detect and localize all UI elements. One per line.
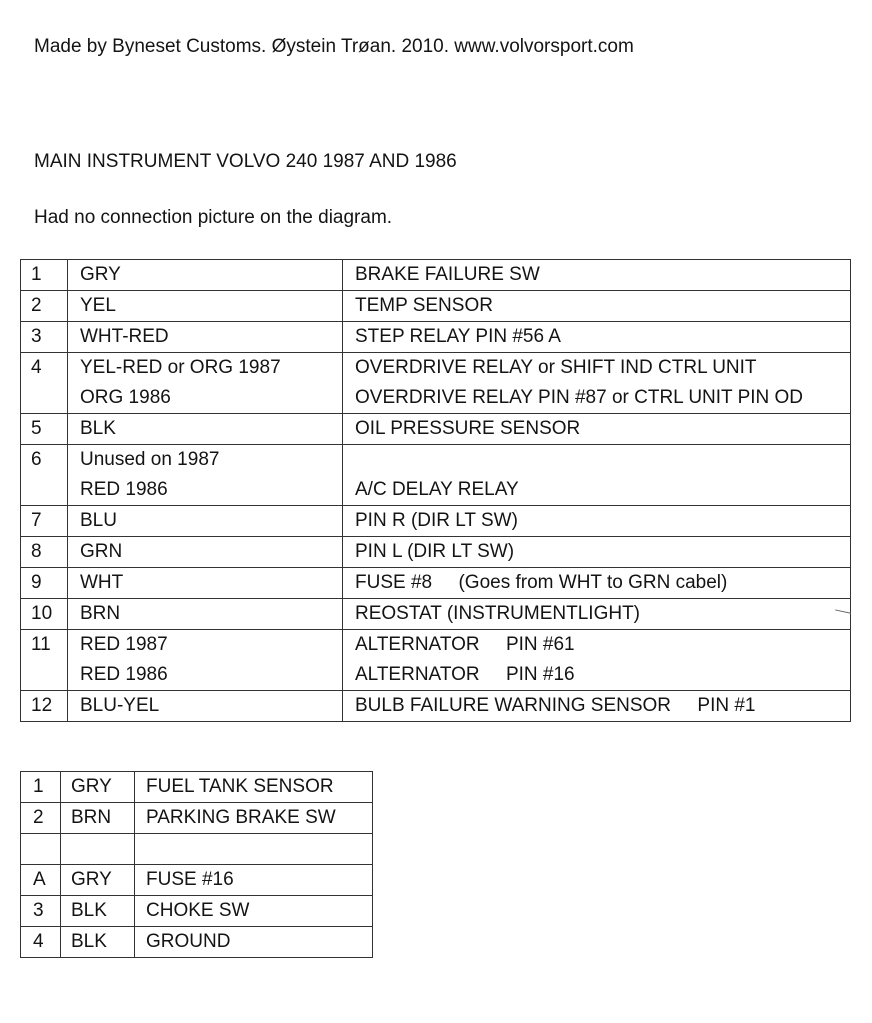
function-cell — [135, 772, 373, 803]
pin-cell-line: 3 — [31, 326, 42, 347]
table-row — [21, 414, 851, 445]
wire-color-cell — [68, 353, 343, 414]
pin-cell-line: 2 — [31, 295, 42, 316]
wire-color-cell-line: BLK — [80, 418, 116, 439]
wire-color-cell — [61, 865, 135, 896]
pin-cell — [21, 291, 68, 322]
function-cell — [343, 414, 851, 445]
table-row — [21, 772, 373, 803]
pin-cell — [21, 414, 68, 445]
table-row — [21, 803, 373, 834]
function-cell-line: TEMP SENSOR — [355, 295, 493, 316]
wire-color-cell — [68, 322, 343, 353]
wire-color-cell-line: BRN — [71, 807, 112, 828]
function-cell — [343, 568, 851, 599]
function-cell — [343, 291, 851, 322]
pin-cell — [21, 896, 61, 927]
function-cell-line: BRAKE FAILURE SW — [355, 264, 540, 285]
function-cell — [343, 445, 851, 506]
function-cell — [135, 803, 373, 834]
function-cell — [135, 927, 373, 958]
table-row — [21, 691, 851, 722]
wire-color-cell — [68, 445, 343, 506]
pin-cell — [21, 803, 61, 834]
pin-cell — [21, 322, 68, 353]
main-table-body — [21, 260, 851, 722]
credit-line: Made by Byneset Customs. Øystein Trøan. 2010. www.volvorsport.com — [34, 36, 634, 57]
pin-cell — [21, 865, 61, 896]
function-cell-line: A/C DELAY RELAY — [355, 479, 519, 500]
pin-cell-line: 3 — [33, 900, 44, 921]
pin-cell-line — [33, 834, 60, 864]
pin-cell — [21, 568, 68, 599]
pin-cell-line: 10 — [31, 603, 53, 624]
wire-color-cell-line: BLU-YEL — [80, 695, 160, 716]
function-cell-line: FUSE #16 — [146, 869, 234, 890]
wire-color-cell — [61, 803, 135, 834]
wire-color-cell-line: GRN — [80, 541, 123, 562]
pin-cell — [21, 772, 61, 803]
table-row — [21, 834, 373, 865]
wire-color-cell-line: WHT-RED — [80, 326, 169, 347]
function-cell-line: OIL PRESSURE SENSOR — [355, 418, 581, 439]
pin-cell-line: 2 — [33, 807, 44, 828]
function-cell — [343, 537, 851, 568]
wire-color-cell — [68, 537, 343, 568]
function-cell-line: GROUND — [146, 931, 231, 952]
table-row — [21, 568, 851, 599]
wire-color-cell — [68, 691, 343, 722]
wire-color-cell — [68, 568, 343, 599]
pin-cell-line: 6 — [31, 449, 42, 470]
pin-cell-line: 1 — [31, 264, 42, 285]
wire-color-cell-line: Unused on 1987 — [80, 449, 220, 470]
function-cell-line: FUEL TANK SENSOR — [146, 776, 334, 797]
function-cell — [343, 691, 851, 722]
wire-color-cell — [61, 834, 135, 865]
table-row — [21, 537, 851, 568]
table-row — [21, 599, 851, 630]
pin-cell — [21, 691, 68, 722]
pin-cell — [21, 599, 68, 630]
wire-color-cell-line: GRY — [71, 869, 112, 890]
pin-cell — [21, 630, 68, 691]
wire-color-cell-line: GRY — [80, 264, 121, 285]
pin-cell-line: 11 — [31, 634, 51, 655]
wire-color-cell — [68, 630, 343, 691]
table-row — [21, 896, 373, 927]
function-cell-line: ALTERNATOR PIN #16 — [355, 664, 575, 685]
wire-color-cell-line: BLK — [71, 900, 107, 921]
function-cell — [343, 506, 851, 537]
function-cell — [343, 353, 851, 414]
function-cell-line — [146, 834, 372, 864]
function-cell — [135, 896, 373, 927]
wire-color-cell-line: YEL — [80, 295, 116, 316]
pin-cell — [21, 834, 61, 865]
wire-color-cell — [61, 772, 135, 803]
table-row — [21, 927, 373, 958]
table-row — [21, 353, 851, 414]
function-cell — [343, 322, 851, 353]
function-cell-line: PIN L (DIR LT SW) — [355, 541, 515, 562]
wire-color-cell-line — [71, 834, 134, 864]
pin-cell-line: 9 — [31, 572, 42, 593]
table-row — [21, 260, 851, 291]
wire-color-cell-line: ORG 1986 — [80, 387, 171, 408]
main-instrument-table — [20, 259, 851, 722]
wire-color-cell-line: BLU — [80, 510, 117, 531]
function-cell-line: FUSE #8 (Goes from WHT to GRN cabel) — [355, 572, 728, 593]
pin-cell-line: 12 — [31, 695, 53, 716]
wire-color-cell — [68, 506, 343, 537]
wire-color-cell-line: BRN — [80, 603, 121, 624]
function-cell-line — [355, 445, 850, 475]
wire-color-cell-line: GRY — [71, 776, 112, 797]
wire-color-cell-line: RED 1987 — [80, 634, 168, 655]
function-cell — [343, 599, 851, 630]
function-cell — [343, 630, 851, 691]
pin-cell — [21, 445, 68, 506]
function-cell-line: BULB FAILURE WARNING SENSOR PIN #1 — [355, 695, 756, 716]
wire-color-cell — [68, 291, 343, 322]
pin-cell-line: A — [33, 869, 46, 890]
pin-cell-line: 1 — [33, 776, 44, 797]
document-heading: MAIN INSTRUMENT VOLVO 240 1987 AND 1986 — [34, 151, 457, 172]
pin-cell-line: 5 — [31, 418, 42, 439]
function-cell — [343, 260, 851, 291]
secondary-connector-table — [20, 771, 373, 958]
pin-cell — [21, 537, 68, 568]
pin-cell-line: 4 — [33, 931, 44, 952]
function-cell-line: OVERDRIVE RELAY PIN #87 or CTRL UNIT PIN OD — [355, 387, 804, 408]
sub-table-body — [21, 772, 373, 958]
pin-cell-line: 7 — [31, 510, 42, 531]
function-cell — [135, 865, 373, 896]
pin-cell — [21, 506, 68, 537]
wire-color-cell — [68, 414, 343, 445]
pin-cell — [21, 260, 68, 291]
wire-color-cell-line: WHT — [80, 572, 124, 593]
function-cell-line: STEP RELAY PIN #56 A — [355, 326, 561, 347]
wire-color-cell — [68, 260, 343, 291]
function-cell-line: CHOKE SW — [146, 900, 250, 921]
wire-color-cell — [61, 927, 135, 958]
pin-cell — [21, 927, 61, 958]
table-row — [21, 322, 851, 353]
note-line: Had no connection picture on the diagram. — [34, 207, 393, 228]
wire-color-cell-line: RED 1986 — [80, 479, 168, 500]
wire-color-cell-line: RED 1986 — [80, 664, 168, 685]
function-cell — [135, 834, 373, 865]
function-cell-line: PARKING BRAKE SW — [146, 807, 336, 828]
function-cell-line: REOSTAT (INSTRUMENTLIGHT) — [355, 603, 640, 624]
pin-cell-line: 4 — [31, 357, 42, 378]
table-row — [21, 445, 851, 506]
table-row — [21, 506, 851, 537]
table-row — [21, 630, 851, 691]
table-row — [21, 865, 373, 896]
function-cell-line: ALTERNATOR PIN #61 — [355, 634, 575, 655]
wire-color-cell-line: BLK — [71, 931, 107, 952]
wire-color-cell-line: YEL-RED or ORG 1987 — [80, 357, 281, 378]
pin-cell — [21, 353, 68, 414]
table-row — [21, 291, 851, 322]
wire-color-cell — [68, 599, 343, 630]
wire-color-cell — [61, 896, 135, 927]
pin-cell-line: 8 — [31, 541, 42, 562]
function-cell-line: PIN R (DIR LT SW) — [355, 510, 518, 531]
function-cell-line: OVERDRIVE RELAY or SHIFT IND CTRL UNIT — [355, 357, 757, 378]
